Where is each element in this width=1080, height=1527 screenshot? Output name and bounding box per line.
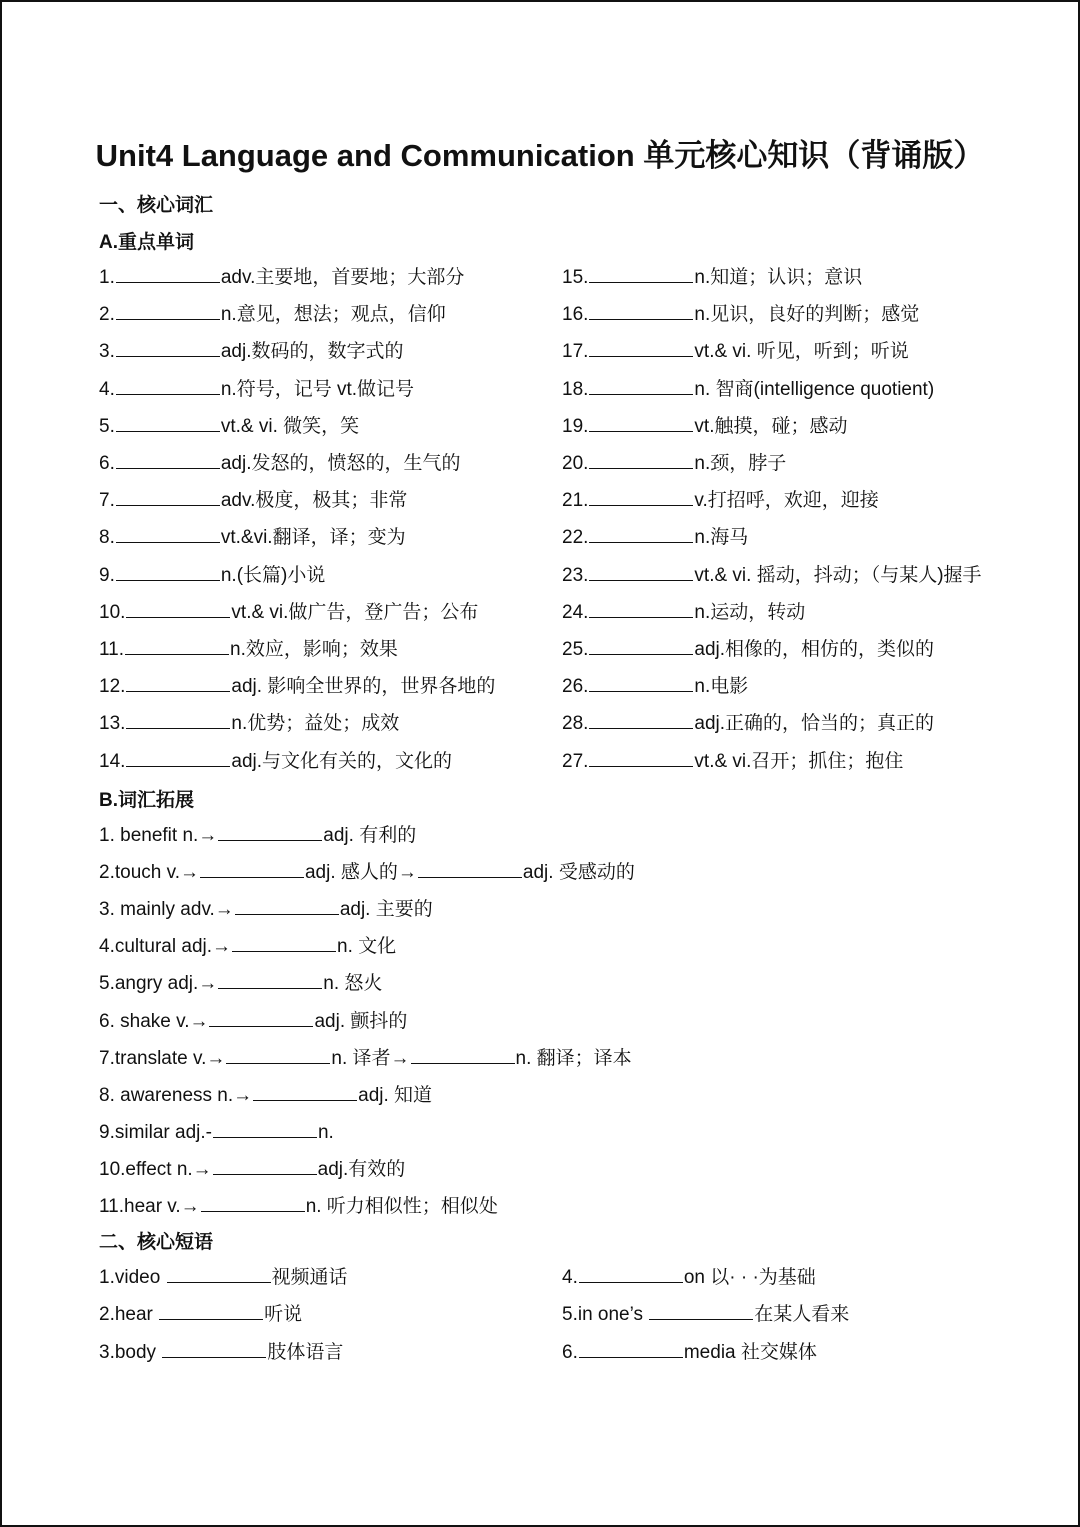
answer-blank[interactable] — [589, 634, 693, 655]
expansion-item — [99, 857, 635, 883]
word-meaning: n.优势；益处；成效 — [231, 713, 400, 734]
answer-blank[interactable] — [116, 299, 220, 320]
word-meaning: n.(长篇)小说 — [220, 565, 326, 586]
answer-blank[interactable] — [411, 1043, 515, 1064]
word-item — [562, 411, 847, 437]
section2-heading: 二、核心短语 — [99, 1232, 214, 1253]
expansion-item — [99, 968, 382, 994]
expansion-source: 5.angry adj.→ — [99, 973, 218, 994]
word-item — [562, 671, 748, 697]
word-item — [562, 299, 919, 325]
word-item — [99, 597, 478, 623]
answer-blank[interactable] — [116, 522, 220, 543]
word-meaning: adv.主要地，首要地；大部分 — [220, 267, 465, 288]
word-item — [562, 560, 982, 586]
word-meaning: n.意见，想法；观点，信仰 — [220, 304, 446, 325]
answer-blank[interactable] — [589, 671, 693, 692]
word-meaning: vt.&vi.翻译，译；变为 — [220, 527, 406, 548]
expansion-target: n. 怒火 — [323, 973, 383, 994]
answer-blank[interactable] — [218, 820, 322, 841]
word-item — [99, 560, 325, 586]
word-meaning: vt.& vi. 摇动，抖动；（与某人)握手 — [694, 565, 982, 586]
word-number: 1. — [99, 267, 115, 288]
word-number: 20. — [562, 453, 589, 474]
expansion-source: 2.touch v.→ — [99, 862, 199, 883]
phrase-item — [99, 1262, 348, 1288]
answer-blank[interactable] — [126, 597, 230, 618]
phrase-item — [99, 1299, 302, 1325]
answer-blank[interactable] — [232, 931, 336, 952]
phrase-prefix: 5.in one’s — [562, 1304, 649, 1325]
word-item — [99, 746, 452, 772]
word-number: 27. — [562, 751, 589, 772]
word-number: 26. — [562, 676, 589, 697]
answer-blank[interactable] — [116, 262, 220, 283]
expansion-target: n. 翻译；译本 — [515, 1048, 632, 1069]
expansion-target: adj. 知道 — [358, 1085, 433, 1106]
answer-blank[interactable] — [201, 1191, 305, 1212]
expansion-item — [99, 1154, 405, 1180]
word-meaning: vt.& vi.做广告，登广告；公布 — [231, 602, 479, 623]
answer-blank[interactable] — [589, 708, 693, 729]
answer-blank[interactable] — [116, 448, 220, 469]
answer-blank[interactable] — [589, 374, 693, 395]
phrase-meaning: 在某人看来 — [754, 1304, 850, 1325]
answer-blank[interactable] — [126, 746, 230, 767]
word-item — [99, 411, 359, 437]
answer-blank[interactable] — [213, 1154, 317, 1175]
partB-heading: B.词汇拓展 — [99, 790, 195, 811]
word-number: 13. — [99, 713, 126, 734]
word-number: 8. — [99, 527, 115, 548]
word-number: 6. — [99, 453, 115, 474]
word-number: 16. — [562, 304, 589, 325]
word-item — [562, 746, 903, 772]
expansion-target: adj. 受感动的 — [522, 862, 635, 883]
word-item — [562, 634, 934, 660]
word-item — [562, 374, 934, 400]
phrase-meaning: media 社交媒体 — [683, 1342, 817, 1363]
word-item — [99, 522, 406, 548]
phrase-prefix: 2.hear — [99, 1304, 159, 1325]
answer-blank[interactable] — [579, 1262, 683, 1283]
expansion-item — [99, 931, 396, 957]
answer-blank[interactable] — [589, 299, 693, 320]
expansion-target: n. 听力相似性；相似处 — [305, 1196, 498, 1217]
answer-blank[interactable] — [116, 374, 220, 395]
answer-blank[interactable] — [125, 634, 229, 655]
word-item — [562, 485, 879, 511]
word-meaning: vt.& vi. 微笑，笑 — [220, 416, 360, 437]
expansion-target: adj. 有利的 — [323, 825, 417, 846]
word-number: 23. — [562, 565, 589, 586]
answer-blank[interactable] — [589, 560, 693, 581]
word-meaning: vt.& vi. 听见，听到；听说 — [694, 341, 909, 362]
expansion-item — [99, 1117, 334, 1143]
word-item — [99, 299, 446, 325]
expansion-source: 6. shake v.→ — [99, 1011, 209, 1032]
expansion-source: 4.cultural adj.→ — [99, 936, 232, 957]
expansion-source: 8. awareness n.→ — [99, 1085, 253, 1106]
answer-blank[interactable] — [579, 1337, 683, 1358]
answer-blank[interactable] — [126, 708, 230, 729]
word-meaning: n.见识，良好的判断；感觉 — [694, 304, 920, 325]
answer-blank[interactable] — [116, 485, 220, 506]
answer-blank[interactable] — [235, 894, 339, 915]
answer-blank[interactable] — [418, 857, 522, 878]
word-meaning: adj. 影响全世界的，世界各地的 — [231, 676, 496, 697]
expansion-target: adj. 主要的 — [339, 899, 433, 920]
word-number: 10. — [99, 602, 126, 623]
word-number: 2. — [99, 304, 115, 325]
expansion-item — [99, 1191, 498, 1217]
word-item — [562, 708, 934, 734]
word-number: 25. — [562, 639, 589, 660]
word-item — [99, 262, 464, 288]
word-item — [562, 262, 862, 288]
answer-blank[interactable] — [589, 746, 693, 767]
word-meaning: n. 智商(intelligence quotient) — [694, 379, 935, 400]
word-number: 11. — [99, 639, 125, 660]
word-meaning: adj.数码的，数字式的 — [220, 341, 404, 362]
section1-heading: 一、核心词汇 — [99, 195, 214, 216]
expansion-target: n. 文化 — [337, 936, 397, 957]
word-meaning: n.效应，影响；效果 — [230, 639, 398, 660]
word-item — [562, 448, 786, 474]
word-meaning: adv.极度，极其；非常 — [220, 490, 408, 511]
word-item — [99, 671, 495, 697]
answer-blank[interactable] — [126, 671, 230, 692]
expansion-item — [99, 1043, 632, 1069]
phrase-item — [99, 1337, 343, 1363]
word-meaning: adj.相像的，相仿的，类似的 — [694, 639, 935, 660]
word-item — [562, 336, 909, 362]
answer-blank[interactable] — [589, 336, 693, 357]
answer-blank[interactable] — [589, 522, 693, 543]
word-number: 18. — [562, 379, 589, 400]
word-item — [99, 374, 414, 400]
word-meaning: n.海马 — [694, 527, 749, 548]
word-meaning: adj.正确的，恰当的；真正的 — [694, 713, 935, 734]
answer-blank[interactable] — [589, 597, 693, 618]
word-meaning: n.运动，转动 — [694, 602, 806, 623]
word-item — [99, 708, 399, 734]
word-number: 3. — [99, 341, 115, 362]
answer-blank[interactable] — [253, 1080, 357, 1101]
phrase-item — [562, 1337, 817, 1363]
phrase-meaning: 听说 — [264, 1304, 303, 1325]
answer-blank[interactable] — [649, 1299, 753, 1320]
word-meaning: n.知道；认识；意识 — [694, 267, 863, 288]
word-number: 22. — [562, 527, 589, 548]
expansion-item — [99, 820, 416, 846]
word-number: 4. — [99, 379, 115, 400]
word-meaning: adj.与文化有关的，文化的 — [231, 751, 453, 772]
word-number: 17. — [562, 341, 589, 362]
expansion-source: 10.effect n.→ — [99, 1159, 212, 1180]
answer-blank[interactable] — [116, 336, 220, 357]
answer-blank[interactable] — [116, 560, 220, 581]
phrase-prefix: 6. — [562, 1342, 578, 1363]
word-item — [99, 336, 404, 362]
word-number: 15. — [562, 267, 589, 288]
word-meaning: vt.触摸，碰；感动 — [694, 416, 848, 437]
answer-blank[interactable] — [589, 485, 693, 506]
expansion-source: 9.similar adj.- — [99, 1122, 212, 1143]
expansion-source: 1. benefit n.→ — [99, 825, 218, 846]
expansion-target: adj. 颤抖的 — [314, 1011, 408, 1032]
expansion-middle: adj. 感人的→ — [304, 862, 417, 883]
phrase-meaning: 肢体语言 — [267, 1342, 344, 1363]
word-number: 19. — [562, 416, 589, 437]
partA-heading: A.重点单词 — [99, 232, 195, 253]
word-item — [99, 634, 398, 660]
answer-blank[interactable] — [589, 448, 693, 469]
expansion-item — [99, 894, 433, 920]
word-meaning: n.电影 — [694, 676, 749, 697]
answer-blank[interactable] — [116, 411, 220, 432]
expansion-middle: n. 译者→ — [331, 1048, 410, 1069]
phrase-prefix: 1.video — [99, 1267, 166, 1288]
answer-blank[interactable] — [162, 1337, 266, 1358]
phrase-item — [562, 1299, 849, 1325]
word-number: 9. — [99, 565, 115, 586]
phrase-prefix: 4. — [562, 1267, 578, 1288]
word-meaning: adj.发怒的，愤怒的，生气的 — [220, 453, 461, 474]
page-title: Unit4 Language and Communication 单元核心知识（背诵版） — [95, 138, 985, 173]
expansion-source: 11.hear v.→ — [99, 1196, 200, 1217]
answer-blank[interactable] — [226, 1043, 330, 1064]
expansion-item — [99, 1006, 407, 1032]
answer-blank[interactable] — [200, 857, 304, 878]
answer-blank[interactable] — [167, 1262, 271, 1283]
word-item — [99, 485, 407, 511]
expansion-source: 3. mainly adv.→ — [99, 899, 234, 920]
expansion-source: 7.translate v.→ — [99, 1048, 226, 1069]
answer-blank[interactable] — [213, 1117, 317, 1138]
answer-blank[interactable] — [209, 1006, 313, 1027]
word-item — [99, 448, 461, 474]
phrase-item — [562, 1262, 816, 1288]
word-meaning: n.符号，记号 vt.做记号 — [220, 379, 415, 400]
word-number: 7. — [99, 490, 115, 511]
word-meaning: vt.& vi.召开；抓住；抱住 — [694, 751, 904, 772]
word-number: 21. — [562, 490, 589, 511]
phrase-prefix: 3.body — [99, 1342, 162, 1363]
expansion-target: n. — [317, 1122, 334, 1143]
answer-blank[interactable] — [159, 1299, 263, 1320]
word-number: 28. — [562, 713, 589, 734]
expansion-target: adj.有效的 — [317, 1159, 406, 1180]
word-meaning: v.打招呼，欢迎，迎接 — [694, 490, 879, 511]
word-number: 5. — [99, 416, 115, 437]
word-number: 14. — [99, 751, 126, 772]
phrase-meaning: on 以· · ·为基础 — [683, 1267, 816, 1288]
word-item — [562, 522, 748, 548]
phrase-meaning: 视频通话 — [271, 1267, 348, 1288]
word-number: 24. — [562, 602, 589, 623]
answer-blank[interactable] — [218, 968, 322, 989]
expansion-item — [99, 1080, 432, 1106]
word-item — [562, 597, 805, 623]
word-meaning: n.颈，脖子 — [694, 453, 787, 474]
answer-blank[interactable] — [589, 411, 693, 432]
answer-blank[interactable] — [589, 262, 693, 283]
word-number: 12. — [99, 676, 126, 697]
